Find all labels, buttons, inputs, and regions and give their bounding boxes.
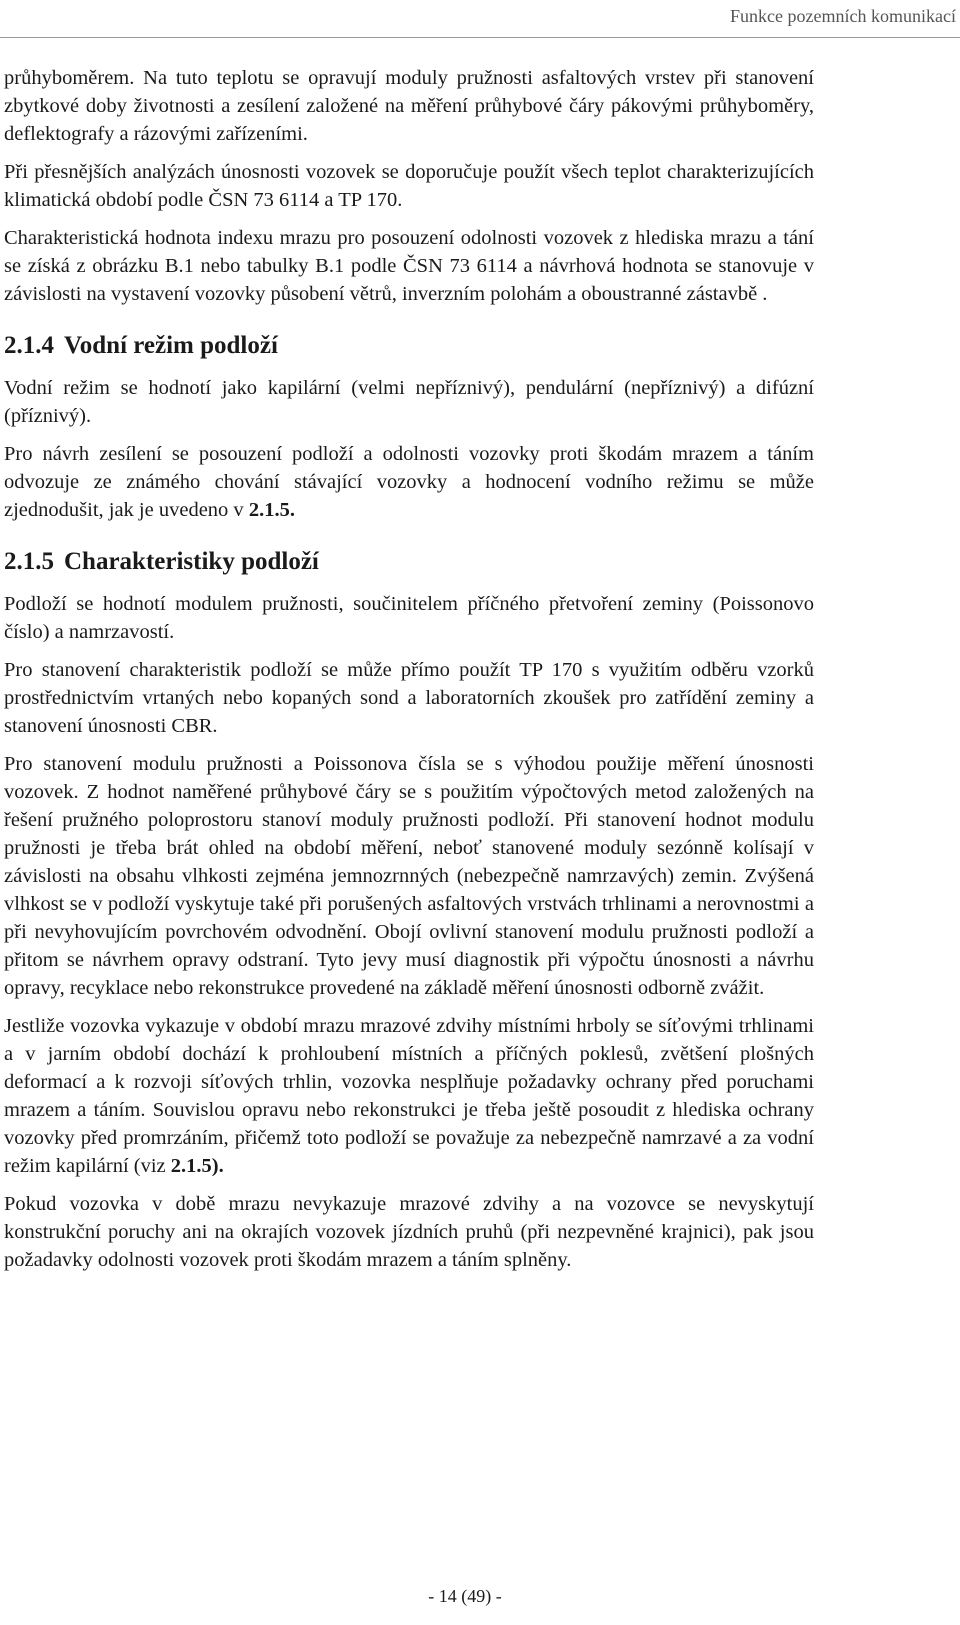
paragraph-text: Pro návrh zesílení se posouzení podloží a odolnosti vozovky proti škodám mrazem a táním odvozuje ze známého chování stávající vozovky a hodnocení vodního režimu se může zjednodušit, jak je uvedeno v (4, 443, 814, 521)
paragraph: Pro stanovení charakteristik podloží se může přímo použít TP 170 s využitím odběru vzorků prostřednictvím vrtaných nebo kopaných sond a laboratorních zkoušek pro zatřídění zeminy a stanovení únosnosti CBR. (4, 659, 814, 737)
paragraph: Podloží se hodnotí modulem pružnosti, součinitelem příčného přetvoření zeminy (Poissonovo číslo) a namrzavostí. (4, 593, 814, 643)
section-reference: 2.1.5. (248, 499, 295, 521)
section-number: 2.1.5 (4, 548, 54, 575)
paragraph: Charakteristická hodnota indexu mrazu pro posouzení odolnosti vozovek z hlediska mrazu a tání se získá z obrázku B.1 nebo tabulky B.1 podle ČSN 73 6114 a návrhová hodnota se stanovuje v závislosti na vystavení vozovky působení větrů, inverzním polohám a oboustranné zástavbě . (4, 227, 814, 305)
page-body (4, 64, 814, 1274)
section-title: Charakteristiky podloží (64, 548, 319, 575)
paragraph-text: Jestliže vozovka vykazuje v období mrazu mrazové zdvihy místními hrboly se síťovými trhlinami a v jarním období dochází k prohloubení místních a příčných poklesů, zvětšení plošných deformací a k rozvoji síťových trhlin, vozovka nesplňuje požadavky ochrany před poruchami mrazem a táním. Souvislou opravu nebo rekonstrukci je třeba ještě posoudit z hlediska ochrany vozovky před promrzáním, přičemž toto podloží se považuje za nebezpečně namrzavé a za vodní režim kapilární (viz (4, 1015, 814, 1177)
paragraph: Při přesnějších analýzách únosnosti vozovek se doporučuje použít všech teplot charakterizujících klimatická období podle ČSN 73 6114 a TP 170. (4, 161, 814, 211)
page-number: - 14 (49) - (428, 1586, 502, 1606)
section-title: Vodní režim podloží (64, 332, 278, 359)
paragraph (4, 440, 814, 524)
paragraph: Pokud vozovka v době mrazu nevykazuje mrazové zdvihy a na vozovce se nevyskytují konstrukční poruchy ani na okrajích vozovek jízdních pruhů (při nezpevněné krajnici), pak jsou požadavky odolnosti vozovek proti škodám mrazem a táním splněny. (4, 1193, 814, 1271)
paragraph: průhyboměrem. Na tuto teplotu se opravují moduly pružnosti asfaltových vrstev při stanovení zbytkové doby životnosti a zesílení založené na měření průhybové čáry pákovými průhyboměry, deflektografy a rázovými zařízeními. (4, 67, 814, 145)
section-heading (4, 330, 814, 362)
paragraph: Pro stanovení modulu pružnosti a Poissonova čísla se s výhodou použije měření únosnosti vozovek. Z hodnot naměřené průhybové čáry se s použitím výpočtových metod založených na řešení pružného poloprostoru stanoví moduly pružnosti podloží. Při stanovení hodnot modulu pružnosti je třeba brát ohled na období měření, neboť stanovené moduly sezónně kolísají v závislosti na obsahu vlhkosti zejména jemnozrnných (nebezpečně namrzavých) zemin. Zvýšená vlhkost se v podloží vyskytuje také při porušených asfaltových vrstvách trhlinami a nerovnostmi a při nevyhovujícím povrchovém odvodnění. Obojí ovlivní stanovení modulu pružnosti podloží a přitom se návrhem opravy odstraní. Tyto jevy musí diagnostik při výpočtu únosnosti a návrhu opravy, recyklace nebo rekonstrukce provedené na základě měření únosnosti odborně zvážit. (4, 753, 814, 999)
header-divider (0, 37, 960, 38)
paragraph: Vodní režim se hodnotí jako kapilární (velmi nepříznivý), pendulární (nepříznivý) a difúzní (příznivý). (4, 377, 814, 427)
section-number: 2.1.4 (4, 332, 54, 359)
paragraph (4, 1012, 814, 1180)
section-heading (4, 546, 814, 578)
running-header: Funkce pozemních komunikací (730, 6, 956, 26)
section-reference: 2.1.5). (170, 1155, 224, 1177)
